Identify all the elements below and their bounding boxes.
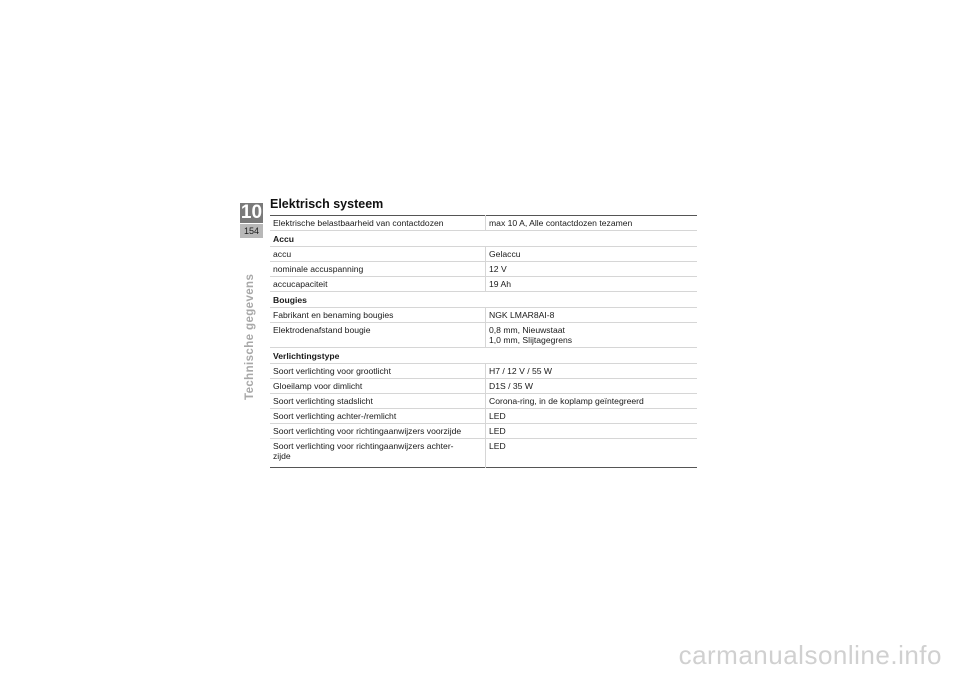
section-title: Verlichtingstype bbox=[270, 348, 697, 364]
row-label: accu bbox=[270, 247, 486, 262]
spec-table bbox=[270, 215, 697, 468]
section-title: Bougies bbox=[270, 292, 697, 308]
row-label: Elektrische belastbaarheid van contactdozen bbox=[270, 216, 486, 231]
table-row bbox=[270, 247, 697, 262]
row-label: Soort verlichting achter-/remlicht bbox=[270, 409, 486, 424]
row-label bbox=[270, 439, 486, 468]
row-value: H7 / 12 V / 55 W bbox=[486, 364, 698, 379]
page-title: Elektrisch systeem bbox=[270, 197, 384, 211]
table-row bbox=[270, 379, 697, 394]
row-label: Soort verlichting voor grootlicht bbox=[270, 364, 486, 379]
row-value: LED bbox=[486, 424, 698, 439]
row-label: Soort verlichting stadslicht bbox=[270, 394, 486, 409]
chapter-number: 10 bbox=[240, 202, 263, 223]
row-value: 12 V bbox=[486, 262, 698, 277]
row-label: Gloeilamp voor dimlicht bbox=[270, 379, 486, 394]
row-label: Elektrodenafstand bougie bbox=[270, 323, 486, 348]
row-label: Fabrikant en benaming bougies bbox=[270, 308, 486, 323]
table-row bbox=[270, 308, 697, 323]
value-line: 0,8 mm, Nieuwstaat bbox=[489, 325, 565, 335]
section-title: Accu bbox=[270, 231, 697, 247]
row-value: Corona-ring, in de koplamp geïntegreerd bbox=[486, 394, 698, 409]
row-value bbox=[486, 323, 698, 348]
label-line: Soort verlichting voor richtingaanwijzers achter- bbox=[273, 441, 454, 451]
row-value: Gelaccu bbox=[486, 247, 698, 262]
row-label: nominale accuspanning bbox=[270, 262, 486, 277]
row-value: D1S / 35 W bbox=[486, 379, 698, 394]
table-row bbox=[270, 277, 697, 292]
row-value: LED bbox=[486, 409, 698, 424]
page-number: 154 bbox=[240, 224, 263, 238]
table-row bbox=[270, 394, 697, 409]
table-row bbox=[270, 262, 697, 277]
row-value: NGK LMAR8AI-8 bbox=[486, 308, 698, 323]
table-row bbox=[270, 409, 697, 424]
value-line: 1,0 mm, Slijtagegrens bbox=[489, 335, 573, 345]
row-value: 19 Ah bbox=[486, 277, 698, 292]
table-row bbox=[270, 439, 697, 468]
row-label: Soort verlichting voor richtingaanwijzers voorzijde bbox=[270, 424, 486, 439]
watermark-text: carmanualsonline.info bbox=[678, 640, 942, 670]
section-header-verlichting bbox=[270, 348, 697, 364]
table-row bbox=[270, 216, 697, 231]
row-value: max 10 A, Alle contactdozen tezamen bbox=[486, 216, 698, 231]
label-line: zijde bbox=[273, 451, 291, 461]
table-row bbox=[270, 364, 697, 379]
table-row bbox=[270, 323, 697, 348]
table-row bbox=[270, 424, 697, 439]
section-header-accu bbox=[270, 231, 697, 247]
section-header-bougies bbox=[270, 292, 697, 308]
row-label: accucapaciteit bbox=[270, 277, 486, 292]
row-value: LED bbox=[489, 441, 506, 451]
chapter-side-title: Technische gegevens bbox=[244, 273, 256, 400]
